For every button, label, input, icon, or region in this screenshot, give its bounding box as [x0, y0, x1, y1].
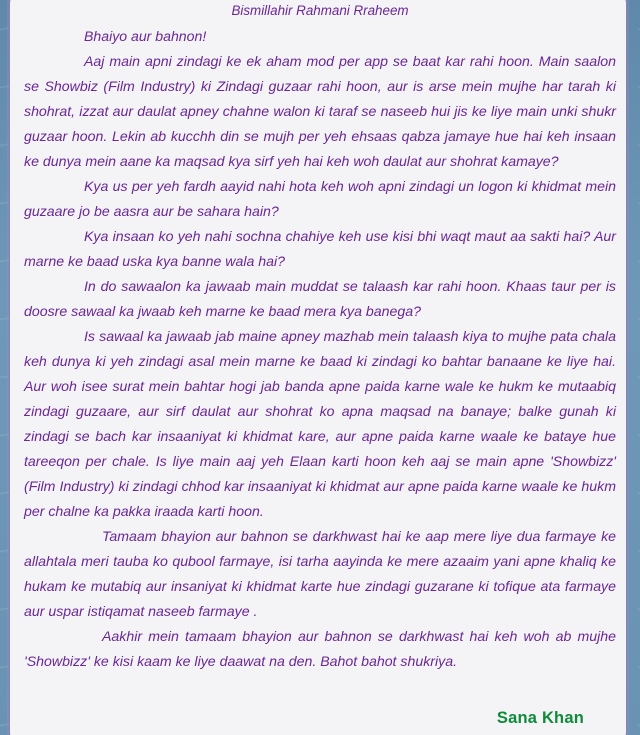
paragraph-4: In do sawaalon ka jawaab main muddat se talaash kar rahi hoon. Khaas taur per is doosre sawaal ka jwaab keh marne ke baad mera kya banega? — [24, 278, 616, 319]
paragraph-5: Is sawaal ka jawaab jab maine apney mazhab mein talaash kiya to mujhe pata chala keh dunya ki yeh zindagi asal mein marne ke baad ki zindagi ko bahtar banaane ke liye hai. Aur woh isee surat mein bahtar hogi jab banda apne paida karne wale ke hukm ke mutaabiq zindagi guzaare, aur sirf daulat aur shohrat ko apna maqsad na banaye; balke gunah ki zindagi se bach kar insaaniyat ki khidmat kare, aur apne paida karne waale ke bataye hue tareeqon per chale. Is liye main aaj yeh Elaan karti hoon keh aaj se main apne 'Showbizz' (Film Industry) ki zindagi chhod kar insaaniyat ki khidmat aur apne paida karne waale ke hukm per chalne ka pakka iraada karti hoon. — [24, 328, 616, 519]
paragraph-7: Aakhir mein tamaam bhayion aur bahnon se darkhwast hai keh woh ab mujhe 'Showbizz' ke kisi kaam ke liye daawat na den. Bahot bahot shukriya. — [24, 628, 616, 669]
paragraph-1: Aaj main apni zindagi ke ek aham mod per app se baat kar rahi hoon. Main saalon se Showbiz (Film Industry) ki Zindagi guzaar rahi hoon, aur is arse mein mujhe har tarah ki shohrat, izzat aur daulat apney chahne walon ki taraf se naseeb hui jis ke liye main unki shukr guzaar hoon. Lekin ab kucchh din se mujh per yeh ehsaas qabza jamaye hue hai keh insaan ke dunya mein aane ka maqsad kya sirf yeh hai keh woh daulat aur shohrat kamaye? — [24, 53, 616, 169]
signature: Sana Khan — [496, 709, 584, 727]
letter-title: Bismillahir Rahmani Rraheem — [231, 3, 409, 18]
letter-salutation: Bhaiyo aur bahnon! — [84, 28, 207, 44]
paragraph-2: Kya us per yeh fardh aayid nahi hota keh woh apni zindagi un logon ki khidmat mein guzaare jo be aasra aur be sahara hain? — [24, 178, 616, 219]
letter-body — [24, 2, 616, 674]
paragraph-6: Tamaam bhayion aur bahnon se darkhwast hai ke aap mere liye dua farmaye ke allahtala meri tauba ko qubool farmaye, isi tarha aayinda ke mere azaaim yani apne khaliq ke hukam ke mutabiq aur insaniyat ki khidmat karte hue zindagi guzarane ki tofique ata farmaye aur uspar istiqamat naseeb farmaye . — [24, 528, 616, 619]
paragraph-3: Kya insaan ko yeh nahi sochna chahiye keh use kisi bhi waqt maut aa sakti hai? Aur marne ke baad uska kya banne wala hai? — [24, 228, 616, 269]
